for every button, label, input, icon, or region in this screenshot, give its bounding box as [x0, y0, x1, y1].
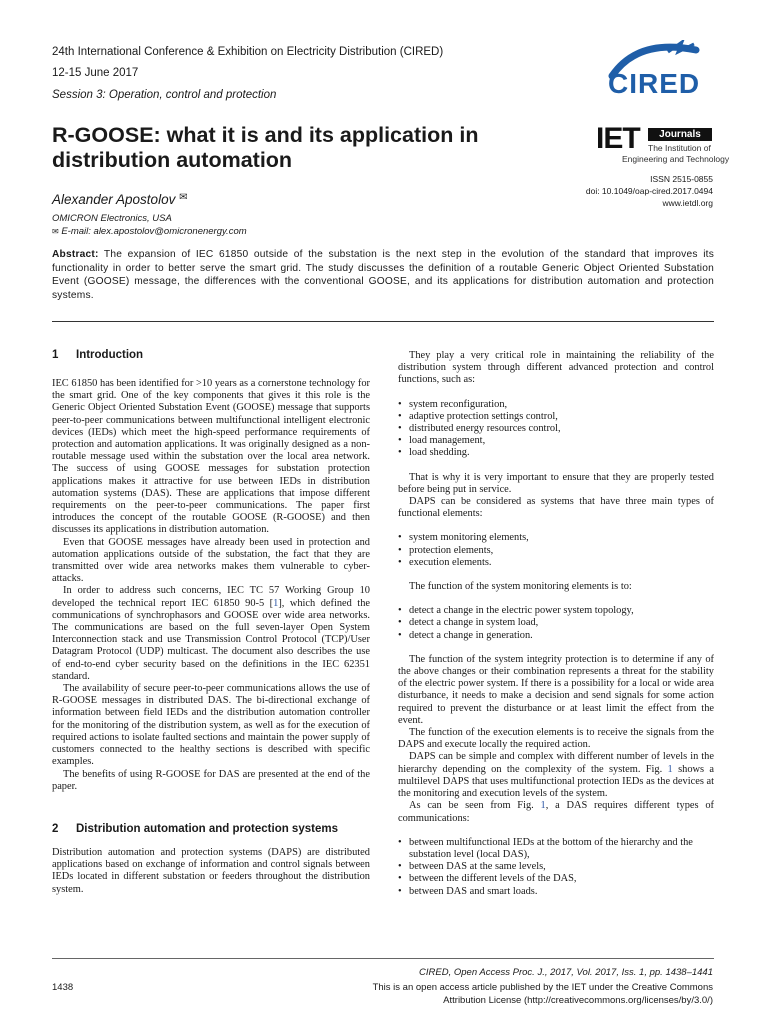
journals-badge: Journals [648, 128, 712, 141]
cired-logo-text: CIRED [608, 68, 701, 99]
list-item: • between multifunctional IEDs at the bottom of the hierarchy and the substation level (local DAS), [398, 837, 714, 861]
monitoring-list [398, 605, 714, 642]
footer-citation: CIRED, Open Access Proc. J., 2017, Vol. 2017, Iss. 1, pp. 1438–1441 [419, 967, 713, 978]
list-item: • load management, [398, 435, 714, 447]
institution-line-2: Engineering and Technology [622, 154, 730, 164]
daps-paragraph-6: The function of the execution elements is to receive the signals from the DAPS and execute locally the required action. [398, 727, 714, 751]
citation-link-1[interactable]: 1 [273, 597, 279, 609]
intro-paragraph-4: The availability of secure peer-to-peer communications allows the use of R-GOOSE messages in distributed DAS. The bi-directional exchange of information between field IEDs and the distribution automation controller for the monitoring of the distribution system, as well as for the execution of required actions to isolate faulted sections and maintain the power supply of customers connected to the healthy sections is described with specific examples. [52, 683, 370, 768]
conference-name: 24th International Conference & Exhibition on Electricity Distribution (CIRED) [52, 46, 444, 58]
list-item: • detect a change in system load, [398, 617, 714, 629]
abstract-divider [52, 321, 714, 322]
section-1-heading [52, 348, 370, 362]
list-item: • load shedding. [398, 447, 714, 459]
author-email: E-mail: alex.apostolov@omicronenergy.com [61, 226, 247, 237]
author-email-line [52, 226, 247, 237]
list-item: • protection elements, [398, 545, 714, 557]
section-1-title: Introduction [76, 349, 144, 361]
daps-paragraph-8: As can be seen from Fig. 1, a DAS requires different types of communications: [398, 800, 714, 824]
functions-list [398, 399, 714, 460]
list-item: • between the different levels of the DAS, [398, 873, 714, 885]
section-1-number: 1 [52, 349, 59, 361]
abstract-label: Abstract: [52, 249, 99, 260]
intro-paragraph-2: Even that GOOSE messages have already been used in protection and automation applications outside of the substation, the fact that they are transmitted over wide area networks makes them vulnerable to cyber-attacks. [52, 536, 370, 585]
right-column [398, 350, 714, 898]
intro-paragraph-3: In order to address such concerns, IEC TC 57 Working Group 10 developed the technical report IEC 61850 90-5 [1], which defined the communications of synchrophasors and GOOSE over wide area networks. The communications are based on the full seven-layer Open System Interconnection stack and use Transmission Control Protocol (TCP)/User Datagram Protocol (UDP) multicast. The document also describes the use of end-to-end cyber security based on the definitions in the IEC 62351 standard. [52, 585, 370, 682]
daps-paragraph-1: They play a very critical role in maintaining the reliability of the distribution system through different advanced protection and control functions, such as: [398, 350, 714, 386]
cired-logo [598, 40, 718, 106]
list-item: • between DAS at the same levels, [398, 861, 714, 873]
daps-paragraph-7: DAPS can be simple and complex with different number of levels in the hierarchy depending on the complexity of the system. Fig. 1 shows a multilevel DAPS that uses multifunctional protection IEDs as the devices at the monitoring and execution levels of the system. [398, 751, 714, 800]
paper-title: R-GOOSE: what it is and its application in distribution automation [52, 123, 479, 172]
conference-dates: 12-15 June 2017 [52, 67, 139, 79]
section-2-title: Distribution automation and protection systems [76, 822, 338, 835]
author-block [52, 192, 187, 207]
footer-divider [52, 958, 714, 959]
list-item: • detect a change in generation. [398, 630, 714, 642]
author-name: Alexander Apostolov [52, 192, 176, 207]
left-column [52, 348, 370, 896]
daps-paragraph-2: That is why it is very important to ensure that they are properly tested before being put in service. [398, 471, 714, 495]
section-2-paragraph-1: Distribution automation and protection systems (DAPS) are distributed applications based on exchange of information and control signals between IEDs located in different substation or feeders throughout the distribution system. [52, 846, 370, 895]
daps-paragraph-5: The function of the system integrity protection is to determine if any of the above changes or their combination represents a threat for the stability of the electric power system. If there is a possibility for a local or wide area disturbance, it needs to make a decision and send signals for some action required to prevent the disturbance or at least limit the effect from the event. [398, 653, 714, 726]
section-2-heading [52, 822, 370, 836]
abstract [52, 248, 714, 302]
figure-link[interactable]: 1 [540, 800, 546, 812]
elements-list [398, 532, 714, 569]
abstract-text: The expansion of IEC 61850 outside of the substation is the next step in the evolution of the standard that improves its functionality in order to better serve the smart grid. The study discusses the definition of a routable Generic Object Oriented Substation Event (GOOSE) message, the differences with the conventional GOOSE, and its applications for distribution automation and protection systems. [52, 249, 714, 301]
list-item: • execution elements. [398, 557, 714, 569]
list-item: • system reconfiguration, [398, 399, 714, 411]
session-name: Session 3: Operation, control and protection [52, 89, 277, 101]
daps-paragraph-3: DAPS can be considered as systems that have three main types of functional elements: [398, 496, 714, 520]
doi: doi: 10.1049/oap-cired.2017.0494 [585, 186, 713, 196]
page-number: 1438 [52, 982, 74, 993]
communications-list [398, 837, 714, 898]
list-item: • system monitoring elements, [398, 532, 714, 544]
journal-website: www.ietdl.org [662, 198, 713, 208]
intro-paragraph-5: The benefits of using R-GOOSE for DAS are presented at the end of the paper. [52, 768, 370, 792]
author-affiliation: OMICRON Electronics, USA [52, 213, 172, 224]
footer-license-1: This is an open access article published by the IET under the Creative Commons [372, 982, 713, 993]
institution-line-1: The Institution of [648, 143, 711, 153]
list-item: • detect a change in the electric power system topology, [398, 605, 714, 617]
envelope-icon: ✉ [179, 192, 188, 203]
figure-link[interactable]: 1 [667, 763, 673, 775]
footer-license-2: Attribution License (http://creativecommons.org/licenses/by/3.0/) [443, 995, 713, 1006]
daps-paragraph-4: The function of the system monitoring elements is to: [409, 581, 632, 593]
issn: ISSN 2515-0855 [650, 174, 713, 184]
list-item: • distributed energy resources control, [398, 423, 714, 435]
list-item: • adaptive protection settings control, [398, 411, 714, 423]
iet-logo-text: IET [596, 122, 640, 155]
list-item: • between DAS and smart loads. [398, 886, 714, 898]
intro-paragraph-1: IEC 61850 has been identified for >10 years as a cornerstone technology for the smart grid. One of the key components that gives it this role is the Generic Object Oriented Substation Event (GOOSE) message that supports peer-to-peer communications between multifunctional intelligent electronic devices (IEDs) which meet the high-speed performance requirements of protection and automation applications. It was originally designed as a non-routable message used within the substation over the local area network. The success of using GOOSE messages for substation protection applications makes it attractive for use between IEDs in distribution automation systems (DAS). These are applications that impose different requirements on the peer-to-peer communications. The paper first introduces the concept of the routable GOOSE (R-GOOSE) and then discusses its applications in distribution automation. [52, 378, 370, 536]
section-2-number: 2 [52, 822, 59, 835]
email-envelope-icon: ✉ [52, 227, 59, 236]
iet-journals-logo [596, 122, 730, 170]
